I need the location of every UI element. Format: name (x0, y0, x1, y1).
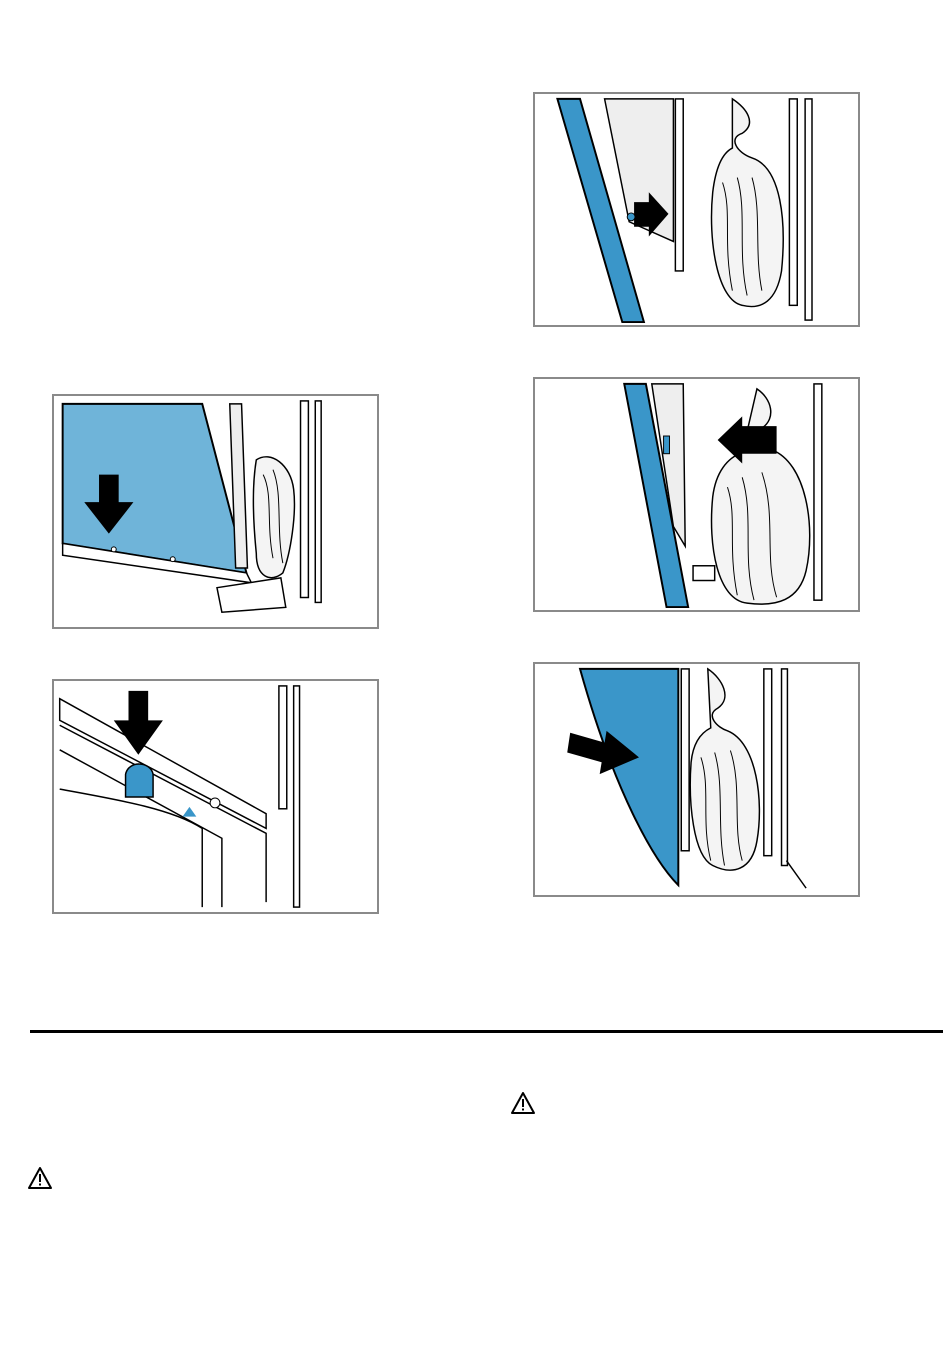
warning-triangle-icon (27, 1166, 53, 1190)
illustration-step-2 (52, 679, 379, 914)
door-panel-closed-drawing (535, 664, 858, 895)
door-panel-side-drawing (535, 379, 858, 610)
illustration-step-5 (533, 662, 860, 897)
illustration-step-1 (52, 394, 379, 629)
door-panel-side-drawing (535, 94, 858, 325)
warning-triangle-icon (510, 1091, 536, 1115)
door-panel-lowered-drawing (54, 396, 377, 627)
illustration-step-3 (533, 92, 860, 327)
section-divider (30, 1030, 943, 1033)
hinge-clip-drawing (54, 681, 377, 912)
illustration-step-4 (533, 377, 860, 612)
